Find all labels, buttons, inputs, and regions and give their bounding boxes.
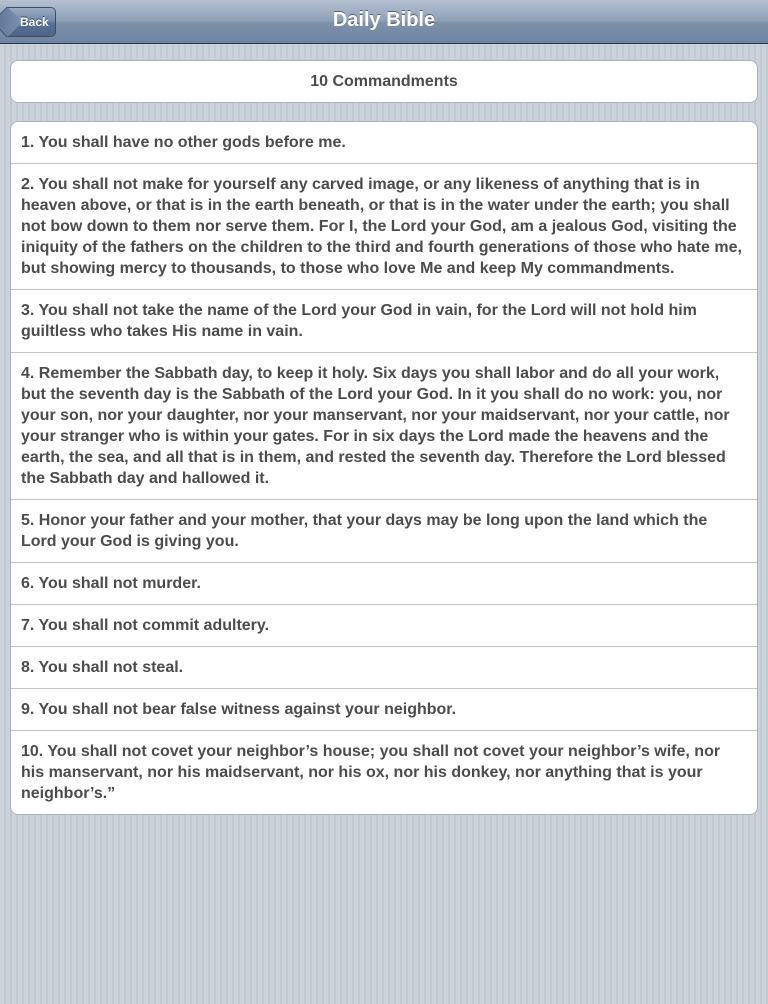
section-title: 10 Commandments bbox=[310, 73, 458, 90]
commandment-row-4[interactable]: 4. Remember the Sabbath day, to keep it holy. Six days you shall labor and do all your work, but the seventh day is the Sabbath of the Lord your God. In it you shall do no work: you, nor your son, nor your daughter, nor your manservant, nor your maidservant, nor your cattle, nor your stranger who is within your gates. For in six days the Lord made the heavens and the earth, the sea, and all that is in them, and rested the seventh day. Therefore the Lord blessed the Sabbath day and hallowed it. bbox=[11, 352, 757, 499]
commandment-row-2[interactable]: 2. You shall not make for yourself any carved image, or any likeness of anything that is in heaven above, or that is in the earth beneath, or that is in the water under the earth; you shall not bow down to them nor serve them. For I, the Lord your God, am a jealous God, visiting the iniquity of the fathers on the children to the third and fourth generations of those who hate me, but showing mercy to thousands, to those who love Me and keep My commandments. bbox=[11, 163, 757, 289]
section-header bbox=[10, 60, 758, 103]
page-title: Daily Bible bbox=[332, 9, 436, 31]
back-button-label: Back bbox=[20, 15, 49, 29]
commandment-row-3[interactable]: 3. You shall not take the name of the Lord your God in vain, for the Lord will not hold him guiltless who takes His name in vain. bbox=[11, 289, 757, 352]
commandment-row-5[interactable]: 5. Honor your father and your mother, that your days may be long upon the land which the Lord your God is giving you. bbox=[11, 499, 757, 562]
navigation-bar bbox=[0, 0, 768, 44]
commandment-row-9[interactable]: 9. You shall not bear false witness against your neighbor. bbox=[11, 688, 757, 730]
commandment-row-1[interactable]: 1. You shall have no other gods before me. bbox=[21, 134, 346, 151]
commandment-row-6[interactable]: 6. You shall not murder. bbox=[11, 562, 757, 604]
commandment-row-7[interactable]: 7. You shall not commit adultery. bbox=[11, 604, 757, 646]
commandments-list bbox=[10, 121, 758, 815]
commandment-row-10[interactable]: 10. You shall not covet your neighbor’s house; you shall not covet your neighbor’s wife, nor his manservant, nor his maidservant, nor his ox, nor his donkey, nor anything that is your neighbor’s.” bbox=[11, 730, 757, 814]
commandment-row-8[interactable]: 8. You shall not steal. bbox=[11, 646, 757, 688]
